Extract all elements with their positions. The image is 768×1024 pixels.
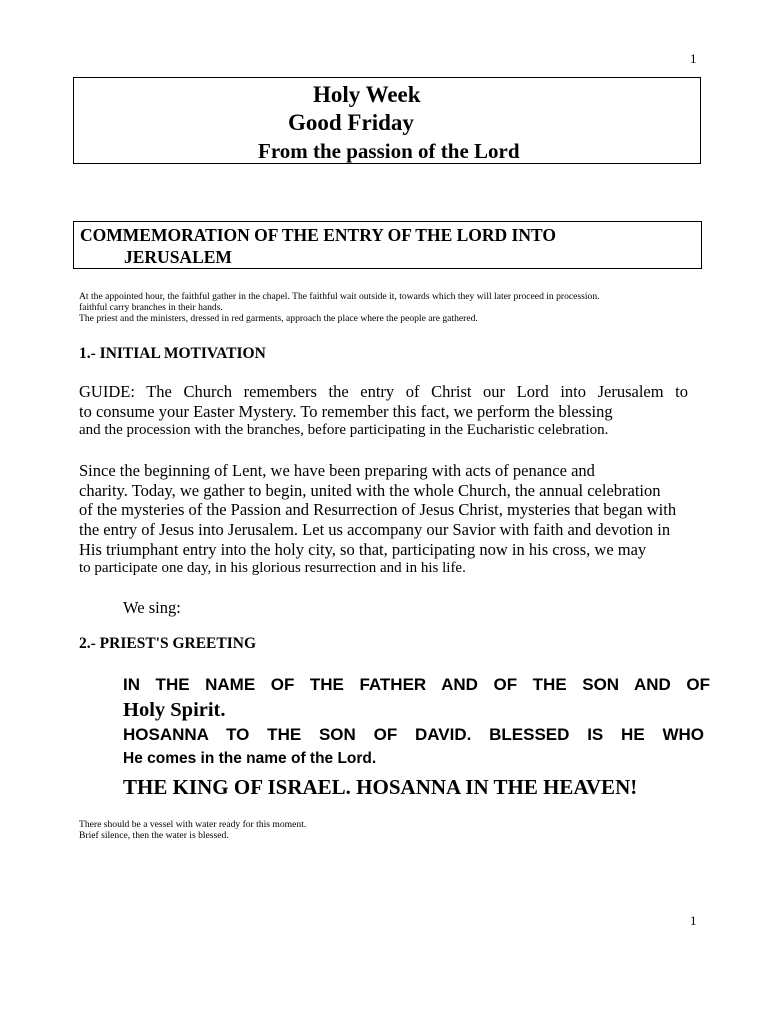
greeting-line-1: IN THE NAME OF THE FATHER AND OF THE SON AND OF (123, 675, 710, 694)
greeting-line-4: He comes in the name of the Lord. (123, 750, 377, 767)
lent-line: His triumphant entry into the holy city, so that, participating now in his cross, we may (79, 540, 647, 559)
lent-line: the entry of Jesus into Jerusalem. Let us accompany our Savior with faith and devotion in (79, 520, 671, 539)
section-title-box (73, 221, 702, 269)
title-holy-week: Holy Week (313, 82, 421, 107)
guide-line: to consume your Easter Mystery. To remember this fact, we perform the blessing (79, 402, 613, 421)
section-title-line2: JERUSALEM (124, 247, 232, 267)
lent-line: to participate one day, in his glorious resurrection and in his life. (79, 560, 466, 576)
title-box (73, 77, 701, 164)
title-good-friday: Good Friday (288, 110, 414, 135)
greeting-line-3: HOSANNA TO THE SON OF DAVID. BLESSED IS HE WHO (123, 725, 704, 744)
lent-line: charity. Today, we gather to begin, united with the whole Church, the annual celebration (79, 481, 661, 500)
greeting-line-2: Holy Spirit. (123, 699, 226, 721)
page-number-bottom: 1 (690, 913, 697, 928)
rubric-line: The priest and the ministers, dressed in red garments, approach the place where the people are gathered. (79, 313, 478, 324)
rubric-line: faithful carry branches in their hands. (79, 302, 223, 313)
guide-line: and the procession with the branches, before participating in the Eucharistic celebration. (79, 422, 609, 438)
title-subtitle: From the passion of the Lord (258, 139, 520, 163)
heading-priests-greeting: 2.- PRIEST'S GREETING (79, 635, 257, 652)
we-sing: We sing: (123, 598, 181, 617)
heading-initial-motivation: 1.- INITIAL MOTIVATION (79, 345, 266, 362)
greeting-line-5: THE KING OF ISRAEL. HOSANNA IN THE HEAVEN! (123, 775, 638, 799)
lent-line: of the mysteries of the Passion and Resurrection of Jesus Christ, mysteries that began with (79, 500, 677, 519)
section-title-line1: COMMEMORATION OF THE ENTRY OF THE LORD INTO (80, 225, 556, 245)
guide-line: GUIDE: The Church remembers the entry of Christ our Lord into Jerusalem to (79, 382, 688, 401)
rubric-line: At the appointed hour, the faithful gather in the chapel. The faithful wait outside it, towards which they will later proceed in procession. (79, 291, 600, 302)
page-number-top: 1 (690, 51, 697, 66)
rubric-line: Brief silence, then the water is blessed. (79, 830, 229, 841)
lent-line: Since the beginning of Lent, we have been preparing with acts of penance and (79, 461, 595, 480)
rubric-line: There should be a vessel with water ready for this moment. (79, 819, 307, 830)
